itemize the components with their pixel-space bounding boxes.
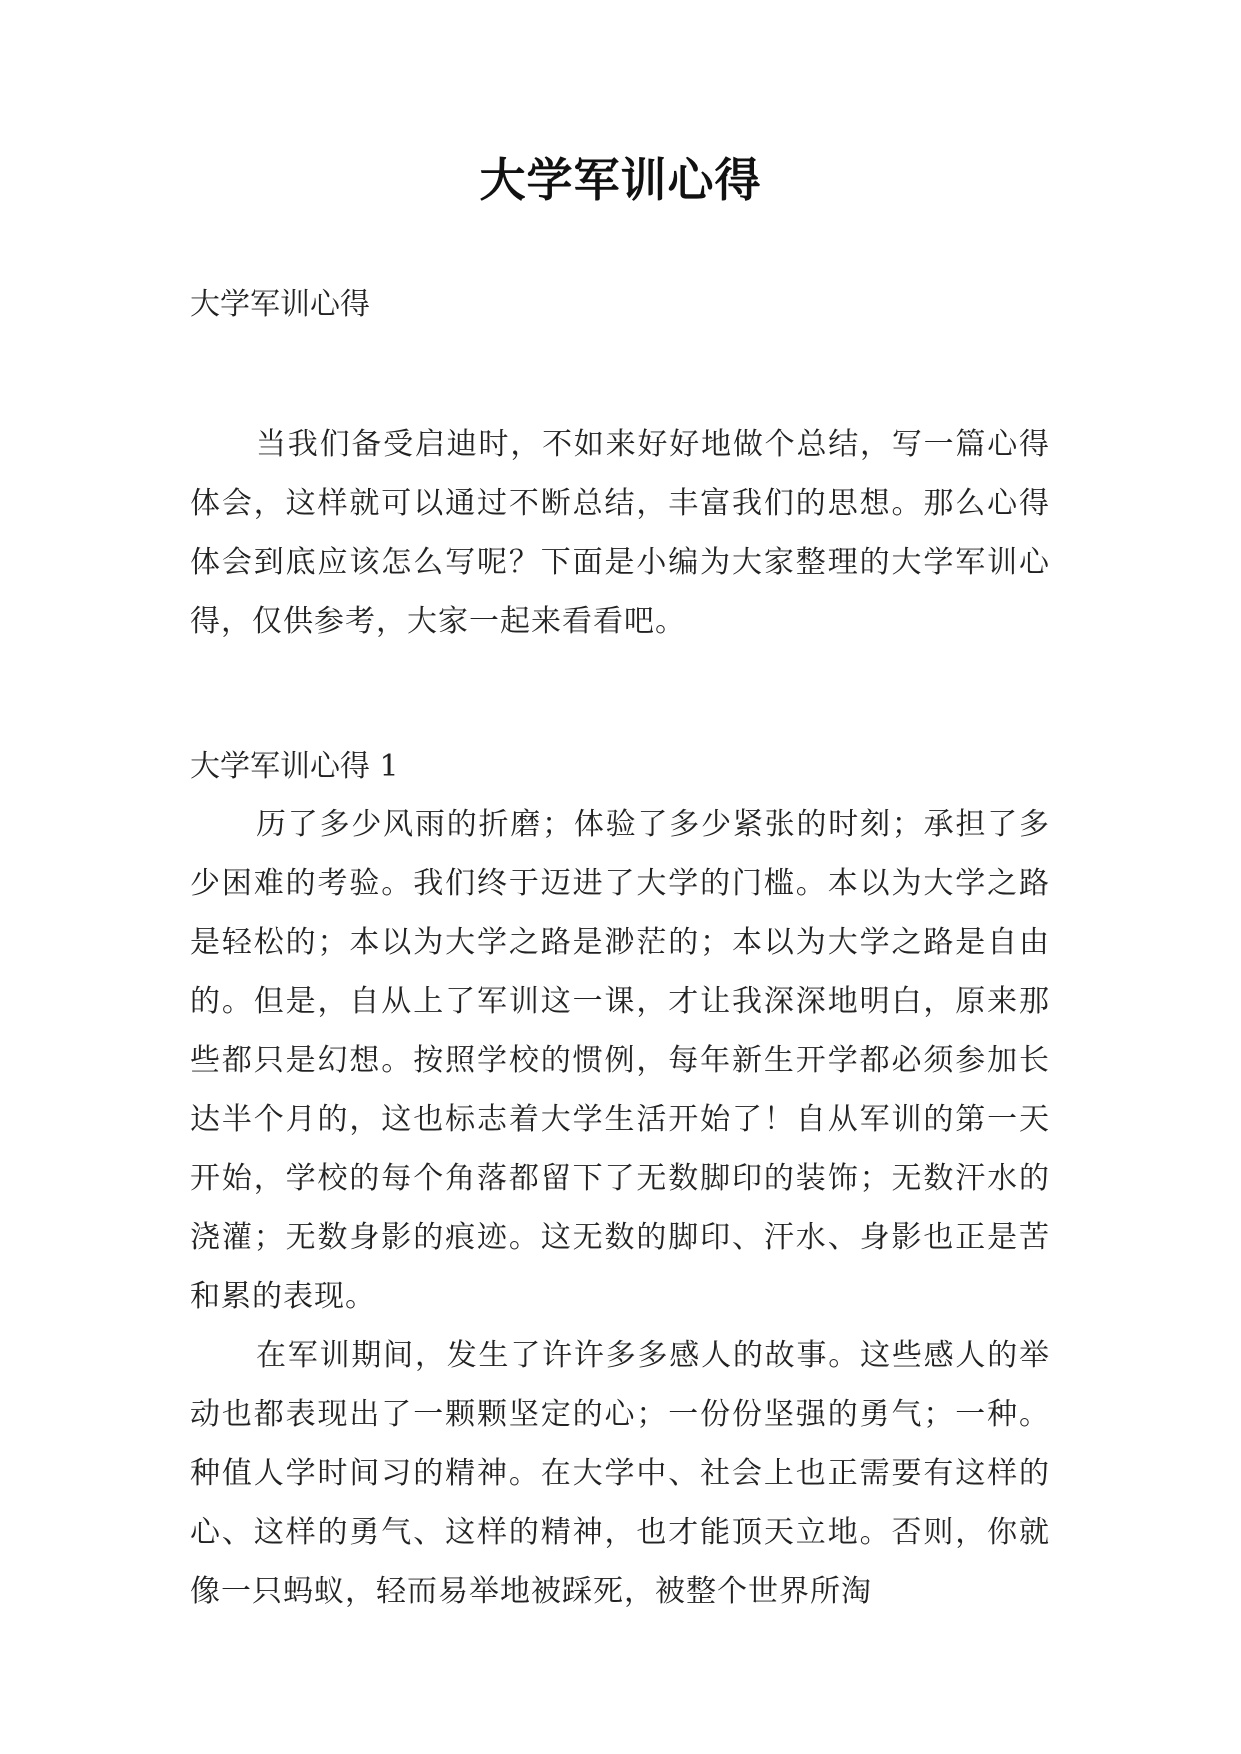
section-heading: 大学军训心得 1 bbox=[190, 749, 399, 784]
intro-paragraph: 当我们备受启迪时，不如来好好地做个总结，写一篇心得体会，这样就可以通过不断总结，丰富我们的思想。那么心得体会到底应该怎么写呢？下面是小编为大家整理的大学军训心得，仅供参考，大家一起来看看吧。 bbox=[190, 427, 1050, 639]
document-subtitle: 大学军训心得 bbox=[190, 287, 370, 322]
document-body bbox=[190, 285, 1050, 1621]
document-title: 大学军训心得 bbox=[479, 153, 762, 207]
section-paragraph: 在军训期间，发生了许许多多感人的故事。这些感人的举动也都表现出了一颗颗坚定的心；一份份坚强的勇气；一种。种值人学时间习的精神。在大学中、社会上也正需要有这样的心、这样的勇气、这样的精神，也才能顶天立地。否则，你就像一只蚂蚁，轻而易举地被踩死，被整个世界所淘 bbox=[190, 1338, 1050, 1609]
section-paragraph: 历了多少风雨的折磨；体验了多少紧张的时刻；承担了多少困难的考验。我们终于迈进了大学的门槛。本以为大学之路是轻松的；本以为大学之路是渺茫的；本以为大学之路是自由的。但是，自从上了军训这一课，才让我深深地明白，原来那些都只是幻想。按照学校的惯例，每年新生开学都必须参加长达半个月的，这也标志着大学生活开始了！自从军训的第一天开始，学校的每个角落都留下了无数脚印的装饰；无数汗水的浇灌；无数身影的痕迹。这无数的脚印、汗水、身影也正是苦和累的表现。 bbox=[190, 807, 1050, 1314]
